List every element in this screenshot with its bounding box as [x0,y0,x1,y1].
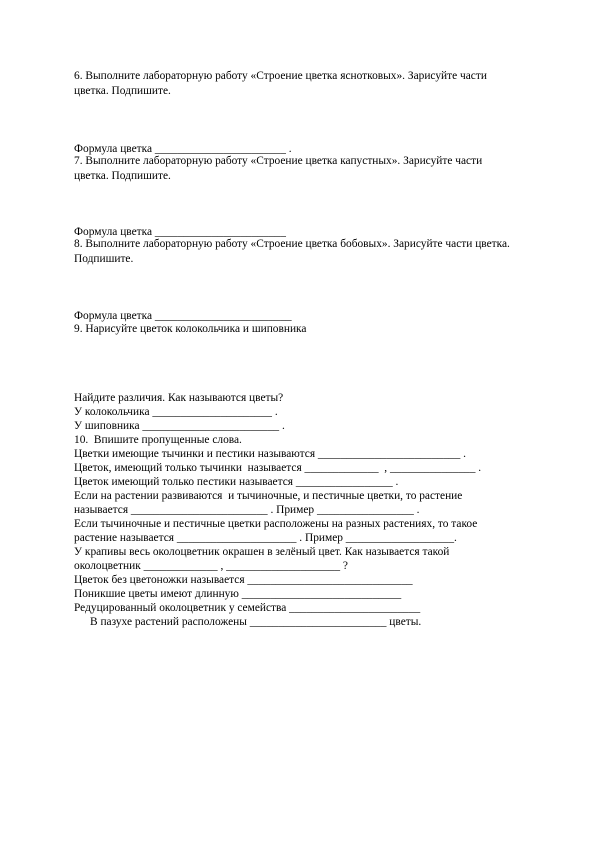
bellflower-answer: У колокольчика _____________________ . [74,406,278,418]
fill-line-9: околоцветник _____________ , ____________________ ? [74,560,348,572]
fill-line-1: Цветки имеющие тычинки и пестики называются _________________________ . [74,448,466,460]
task-9-line: 9. Нарисуйте цветок колокольчика и шиповника [74,323,307,335]
task-7-line-2: цветка. Подпишите. [74,170,171,182]
formula-line-3: Формула цветка ________________________ [74,310,292,322]
fill-line-13: В пазухе растений расположены ________________________ цветы. [90,616,422,628]
fill-line-6: Если тычиночные и пестичные цветки расположены на разных растениях, то такое [74,518,478,530]
task-8-line-1: 8. Выполните лабораторную работу «Строение цветка бобовых». Зарисуйте части цветка. [74,238,510,250]
rosehip-answer: У шиповника ________________________ . [74,420,285,432]
task-8-line-2: Подпишите. [74,253,134,265]
task-6-line-1: 6. Выполните лабораторную работу «Строение цветка яснотковых». Зарисуйте части [74,70,487,82]
fill-line-2: Цветок, имеющий только тычинки называется _____________ , _______________ . [74,462,482,474]
task-6-line-2: цветка. Подпишите. [74,85,171,97]
fill-line-7: растение называется _____________________ . Пример ___________________. [74,532,457,544]
fill-line-12: Редуцированный околоцветник у семейства _______________________ [74,602,421,614]
fill-line-11: Поникшие цветы имеют длинную ____________________________ [74,588,402,600]
task-7-line-1: 7. Выполните лабораторную работу «Строение цветка капустных». Зарисуйте части [74,155,483,167]
formula-line-2: Формула цветка _______________________ [74,226,286,238]
fill-line-8: У крапивы весь околоцветник окрашен в зелёный цвет. Как называется такой [74,546,450,558]
task-10-heading: 10. Впишите пропущенные слова. [74,434,242,446]
formula-line-1: Формула цветка _______________________ . [74,143,292,155]
fill-line-10: Цветок без цветоножки называется _____________________________ [74,574,413,586]
fill-line-4: Если на растении развиваются и тычиночные, и пестичные цветки, то растение [74,490,463,502]
differences-question: Найдите различия. Как называются цветы? [74,392,284,404]
fill-line-5: называется ________________________ . Пример _________________ . [74,504,420,516]
fill-line-3: Цветок имеющий только пестики называется _________________ . [74,476,399,488]
